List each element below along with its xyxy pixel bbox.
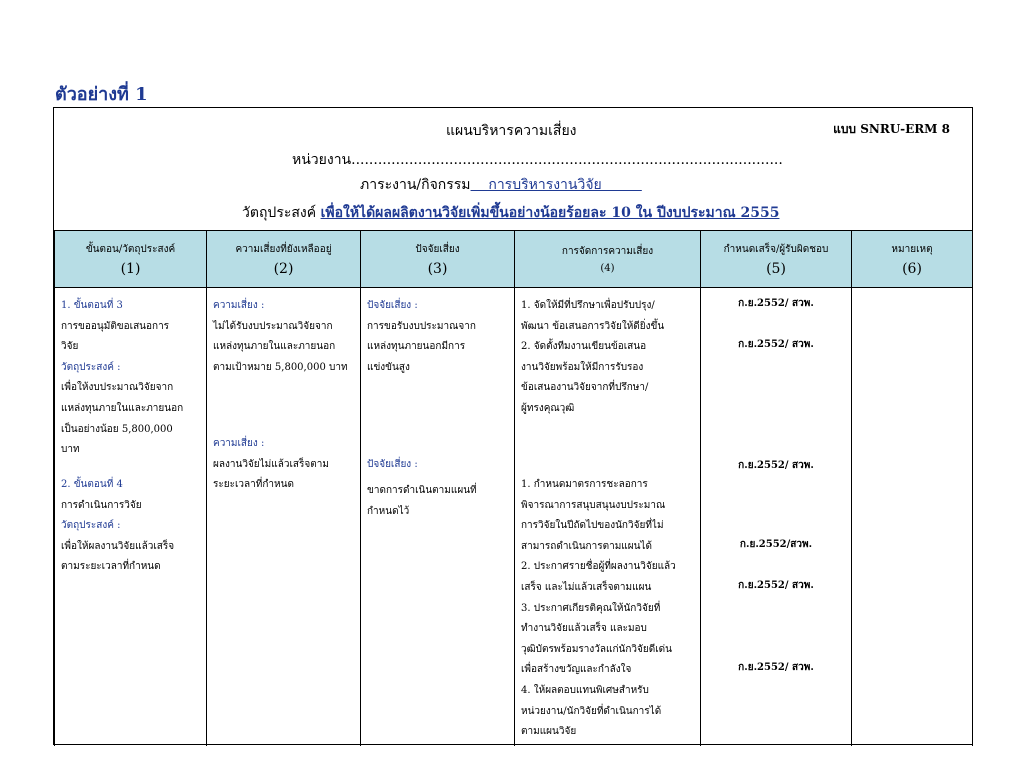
objective-label: วัตถุประสงค์ [242,205,321,221]
risk-management-cell: 1. จัดให้มีที่ปรึกษาเพื่อปรับปรุง/ พัฒนา ข้อเสนอการวิจัยให้ดียิ่งขึ้น 2. จัดตั้งทีมงานเขียนข้อเสนอ งานวิจัยพร้อมให้มีการรับรอง ข้อเสนองานวิจัยจากที่ปรึกษา/ ผู้ทรงคุณวุฒิ 1. กำหนดมาตรการชะลอการ พิจารณาการสนุบสนุนงบประมาณ การวิจัยในปีถัดไปของนักวิจัยที่ไม่ สามารถดำเนินการตามแผนได้ 2. ประกาศรายชื่อผู้ที่ผลงานวิจัยแล้ว เสร็จ และไม่แล้วเสร็จตามแผน 3. ประกาศเกียรติคุณให้นักวิจัยที่ ทำงานวิจัยแล้วเสร็จ และมอบ วุฒิบัตรพร้อมรางวัลแก่นักวิจัยดีเด่น เพื่อสร้างขวัญและกำลังใจ 4. ให้ผลตอบแทนพิเศษสำหรับ หน่วยงาน/นักวิจัยที่ดำเนินการได้ ตามแผนวิจัย [515,288,701,747]
column-header: ขั้นตอน/วัตถุประสงค์ (1) [55,231,207,288]
objective2-text: เพื่อให้ผลงานวิจัยแล้วเสร็จ ตามระยะเวลาที่กำหนด [61,540,175,573]
step3-text: การขออนุมัติขอเสนอการ วิจัย [61,320,170,353]
remarks-cell [852,288,973,747]
column-header: ปัจจัยเสี่ยง (3) [361,231,515,288]
risk-factor-cell: ปัจจัยเสี่ยง : การขอรับงบประมาณจาก แหล่งทุนภายนอกมีการ แข่งขันสูง ปัจจัยเสี่ยง : ขาดการดำเนินตามแผนที่ กำหนดไว้ [361,288,515,747]
table-header-row [55,231,973,288]
form-code: แบบ SNRU-ERM 8 [833,122,950,136]
mission-label: ภาระงาน/กิจกรรม [360,177,471,193]
deadline-entry: ก.ย.2552/ สวพ. [738,662,814,673]
mission-value: การบริหารงานวิจัย [470,177,642,193]
risk-plan-form [53,107,973,745]
column-header: การจัดการความเสี่ยง (4) [515,231,701,288]
table-row [55,288,973,747]
factor2-label: ปัจจัยเสี่ยง : [367,459,418,470]
mission-row [360,174,642,196]
objective1-label: วัตถุประสงค์ : [61,361,121,373]
risk2-label: ความเสี่ยง : [213,438,265,449]
objective-value: เพื่อให้ได้ผลผลิตงานวิจัยเพิ่มขึ้นอย่างน้อยร้อยละ 10 ใน ปีงบประมาณ 2555 [320,205,780,221]
deadline-entry: ก.ย.2552/สวพ. [739,539,813,550]
risk-table [54,230,973,746]
deadline-entry: ก.ย.2552/ สวพ. [738,580,814,591]
objective-row [242,202,779,224]
deadline-entry: ก.ย.2552/ สวพ. [738,460,814,471]
risk1-label: ความเสี่ยง : [213,300,265,311]
column-header: ความเสี่ยงที่ยังเหลืออยู่ (2) [207,231,361,288]
column-header: กำหนดเสร็จ/ผู้รับผิดชอบ (5) [701,231,852,288]
deadline-entry: ก.ย.2552/ สวพ. [738,298,814,309]
step3-title: 1. ขั้นตอนที่ 3 [61,300,123,311]
objective1-text: เพื่อให้งบประมาณวิจัยจาก แหล่งทุนภายในและภายนอก เป็นอย่างน้อย 5,800,000 บาท [61,382,184,456]
step4-text: การดำเนินการวิจัย [61,499,142,511]
objective2-label: วัตถุประสงค์ : [61,520,121,532]
plan-title: แผนบริหารความเสี่ยง [446,123,577,139]
deadline-entry: ก.ย.2552/ สวพ. [738,339,814,350]
unit-line: หน่วยงาน................................................................................................. [292,152,783,168]
deadline-owner-cell [701,288,852,747]
column-header: หมายเหตุ (6) [852,231,973,288]
factor1-label: ปัจจัยเสี่ยง : [367,300,418,311]
step4-title: 2. ขั้นตอนที่ 4 [61,479,123,490]
example-title: ตัวอย่างที่ 1 [55,84,148,105]
steps-cell [55,288,207,747]
remaining-risk-cell: ความเสี่ยง : ไม่ได้รับงบประมาณวิจัยจาก แหล่งทุนภายในและภายนอก ตามเป้าหมาย 5,800,000 บาท ความเสี่ยง : ผลงานวิจัยไม่แล้วเสร็จตาม ระยะเวลาที่กำหนด [207,288,361,747]
